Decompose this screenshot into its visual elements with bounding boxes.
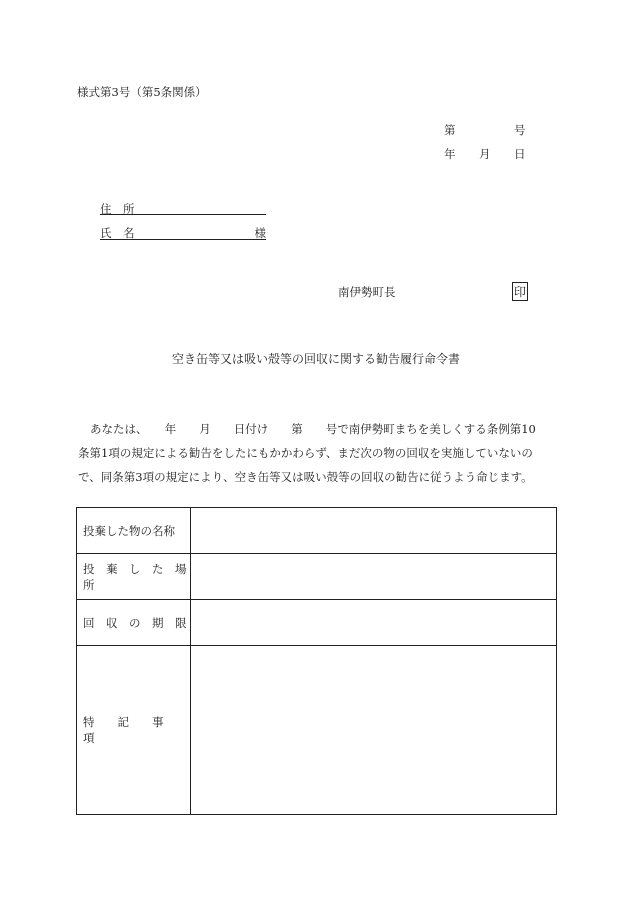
form-number: 様式第3号（第5条関係） [77, 85, 207, 99]
row-value [191, 554, 557, 600]
recipient-name-line [100, 225, 266, 240]
row-label: 回 収 の 期 限 [77, 600, 191, 646]
seal-mark: 印 [512, 282, 528, 301]
recipient-name-label: 氏 名 [100, 226, 135, 240]
doc-number-dai: 第 [444, 123, 456, 137]
date-day: 日 [514, 147, 526, 161]
details-table [76, 507, 557, 815]
doc-number-go: 号 [514, 123, 526, 137]
row-label: 投棄した物の名称 [77, 508, 191, 554]
row-label: 投 棄 し た 場 所 [77, 554, 191, 600]
row-value [191, 508, 557, 554]
body-paragraph [78, 417, 556, 489]
row-value [191, 600, 557, 646]
recipient-address-label: 住 所 [100, 202, 135, 216]
row-label: 特 記 事 項 [77, 646, 191, 815]
sender-title: 南伊勢町長 [338, 285, 396, 299]
body-line-1: あなたは、 年 月 日付け 第 号で南伊勢町まちを美しくする条例第10 [90, 422, 536, 436]
document-title: 空き缶等又は吸い殻等の回収に関する勧告履行命令書 [172, 352, 461, 366]
body-line-3: で、同条第3項の規定により、空き缶等又は吸い殻等の回収の勧告に従うよう命じます。 [78, 470, 533, 484]
table-row [77, 646, 557, 815]
table-row [77, 508, 557, 554]
table-row [77, 554, 557, 600]
recipient-honorific: 様 [254, 226, 266, 240]
row-value [191, 646, 557, 815]
date-year: 年 [444, 147, 456, 161]
recipient-address-line [100, 201, 266, 215]
body-line-2: 条第1項の規定による勧告をしたにもかかわらず、まだ次の物の回収を実施していないの [78, 446, 533, 460]
date-month: 月 [479, 147, 491, 161]
table-row [77, 600, 557, 646]
